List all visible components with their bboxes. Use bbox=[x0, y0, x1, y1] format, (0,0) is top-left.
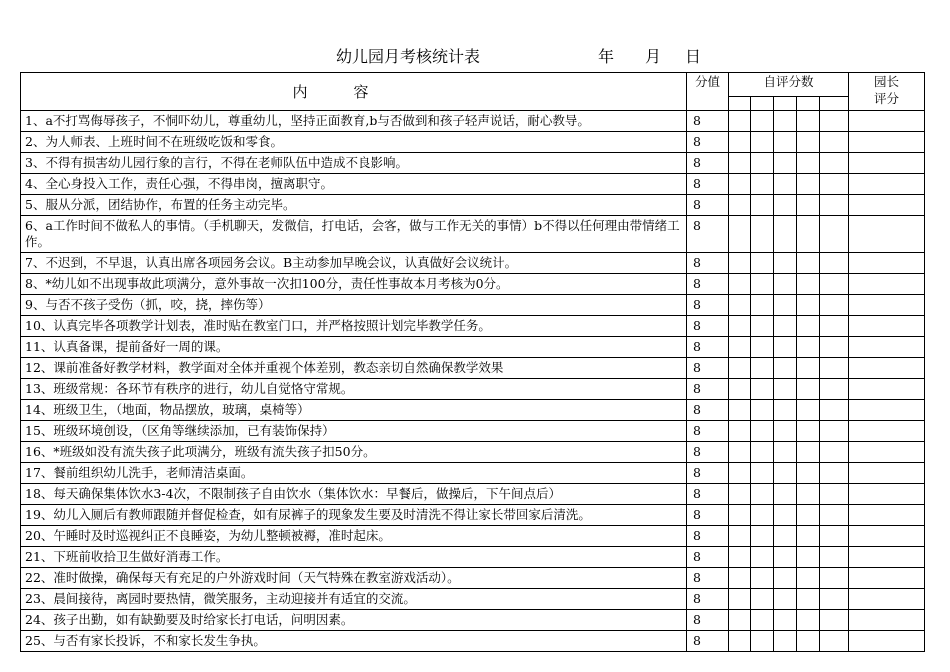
self-score-cell[interactable] bbox=[729, 153, 751, 174]
self-score-cell[interactable] bbox=[774, 547, 797, 568]
self-score-cell[interactable] bbox=[797, 484, 820, 505]
self-score-cell[interactable] bbox=[797, 610, 820, 631]
self-score-cell[interactable] bbox=[774, 295, 797, 316]
self-score-cell[interactable] bbox=[751, 295, 774, 316]
self-score-cell[interactable] bbox=[729, 379, 751, 400]
row-score: 8 bbox=[687, 379, 729, 400]
row-score: 8 bbox=[687, 111, 729, 132]
row-score: 8 bbox=[687, 526, 729, 547]
self-score-cell[interactable] bbox=[729, 442, 751, 463]
self-score-cell[interactable] bbox=[751, 421, 774, 442]
self-score-cell[interactable] bbox=[820, 316, 849, 337]
row-content: 17、餐前组织幼儿洗手，老师清洁桌面。 bbox=[21, 463, 687, 484]
self-score-cell[interactable] bbox=[774, 153, 797, 174]
self-score-cell[interactable] bbox=[751, 568, 774, 589]
self-score-cell[interactable] bbox=[797, 400, 820, 421]
self-score-cell[interactable] bbox=[751, 316, 774, 337]
self-score-cell[interactable] bbox=[774, 316, 797, 337]
self-score-cell[interactable] bbox=[751, 174, 774, 195]
self-score-cell[interactable] bbox=[797, 421, 820, 442]
principal-score-cell[interactable] bbox=[849, 421, 925, 442]
table-body bbox=[21, 111, 925, 652]
principal-score-cell[interactable] bbox=[849, 610, 925, 631]
self-score-cell[interactable] bbox=[729, 547, 751, 568]
row-score: 8 bbox=[687, 610, 729, 631]
table-row bbox=[21, 568, 925, 589]
self-score-cell[interactable] bbox=[751, 274, 774, 295]
self-score-cell[interactable] bbox=[751, 253, 774, 274]
self-score-cell[interactable] bbox=[729, 337, 751, 358]
self-score-cell[interactable] bbox=[820, 589, 849, 610]
self-score-cell[interactable] bbox=[820, 253, 849, 274]
self-score-subcell bbox=[797, 96, 820, 110]
principal-score-cell[interactable] bbox=[849, 442, 925, 463]
self-score-cell[interactable] bbox=[751, 153, 774, 174]
self-score-cell[interactable] bbox=[774, 132, 797, 153]
self-score-cell[interactable] bbox=[797, 174, 820, 195]
self-score-cell[interactable] bbox=[797, 316, 820, 337]
row-content: 1、a不打骂侮辱孩子，不恫吓幼儿，尊重幼儿，坚持正面教育,b与否做到和孩子轻声说话，耐心教导。 bbox=[21, 111, 687, 132]
row-score: 8 bbox=[687, 589, 729, 610]
row-content: 13、班级常规：各环节有秩序的进行，幼儿自觉恪守常规。 bbox=[21, 379, 687, 400]
year-label: 年 bbox=[598, 47, 615, 66]
principal-score-cell[interactable] bbox=[849, 400, 925, 421]
self-score-cell[interactable] bbox=[797, 216, 820, 253]
self-score-cell[interactable] bbox=[774, 568, 797, 589]
self-score-cell[interactable] bbox=[774, 400, 797, 421]
self-score-cell[interactable] bbox=[751, 111, 774, 132]
self-score-cell[interactable] bbox=[751, 379, 774, 400]
header-self-score: 自评分数 bbox=[729, 73, 849, 97]
document-title: 幼儿园月考核统计表 bbox=[336, 47, 481, 66]
principal-score-cell[interactable] bbox=[849, 132, 925, 153]
row-content: 25、与否有家长投诉，不和家长发生争执。 bbox=[21, 631, 687, 652]
self-score-cell[interactable] bbox=[797, 253, 820, 274]
table-row bbox=[21, 216, 925, 253]
self-score-cell[interactable] bbox=[820, 358, 849, 379]
self-score-cell[interactable] bbox=[774, 505, 797, 526]
self-score-cell[interactable] bbox=[729, 195, 751, 216]
row-content: 19、幼儿入厕后有教师跟随并督促检查，如有尿裤子的现象发生要及时清洗不得让家长带回家后清洗。 bbox=[21, 505, 687, 526]
row-score: 8 bbox=[687, 631, 729, 652]
self-score-cell[interactable] bbox=[751, 442, 774, 463]
self-score-cell[interactable] bbox=[797, 568, 820, 589]
self-score-cell[interactable] bbox=[797, 547, 820, 568]
row-content: 12、课前准备好教学材料，教学面对全体并重视个体差别，教态亲切自然确保教学效果 bbox=[21, 358, 687, 379]
self-score-cell[interactable] bbox=[774, 442, 797, 463]
self-score-cell[interactable] bbox=[729, 111, 751, 132]
self-score-cell[interactable] bbox=[820, 421, 849, 442]
self-score-cell[interactable] bbox=[729, 253, 751, 274]
self-score-cell[interactable] bbox=[797, 358, 820, 379]
principal-score-cell[interactable] bbox=[849, 505, 925, 526]
table-row bbox=[21, 379, 925, 400]
row-content: 2、为人师表、上班时间不在班级吃饭和零食。 bbox=[21, 132, 687, 153]
self-score-cell[interactable] bbox=[774, 174, 797, 195]
self-score-cell[interactable] bbox=[729, 526, 751, 547]
table-row bbox=[21, 358, 925, 379]
self-score-cell[interactable] bbox=[751, 337, 774, 358]
self-score-cell[interactable] bbox=[820, 132, 849, 153]
self-score-cell[interactable] bbox=[820, 442, 849, 463]
table-row bbox=[21, 295, 925, 316]
principal-score-cell[interactable] bbox=[849, 379, 925, 400]
row-content: 7、不迟到，不早退，认真出席各项园务会议。B主动参加早晚会议，认真做好会议统计。 bbox=[21, 253, 687, 274]
self-score-cell[interactable] bbox=[820, 216, 849, 253]
self-score-cell[interactable] bbox=[797, 442, 820, 463]
row-content: 10、认真完毕各项教学计划表，准时贴在教室门口，并严格按照计划完毕教学任务。 bbox=[21, 316, 687, 337]
table-row bbox=[21, 132, 925, 153]
self-score-cell[interactable] bbox=[751, 589, 774, 610]
self-score-cell[interactable] bbox=[820, 547, 849, 568]
self-score-cell[interactable] bbox=[729, 484, 751, 505]
self-score-cell[interactable] bbox=[751, 195, 774, 216]
self-score-cell[interactable] bbox=[774, 337, 797, 358]
self-score-cell[interactable] bbox=[751, 463, 774, 484]
row-score: 8 bbox=[687, 253, 729, 274]
row-score: 8 bbox=[687, 400, 729, 421]
table-row bbox=[21, 547, 925, 568]
self-score-cell[interactable] bbox=[797, 195, 820, 216]
table-row bbox=[21, 631, 925, 652]
row-content: 20、午睡时及时巡视纠正不良睡姿，为幼儿整顿被褥，准时起床。 bbox=[21, 526, 687, 547]
self-score-cell[interactable] bbox=[751, 631, 774, 652]
table-row bbox=[21, 400, 925, 421]
row-content: 21、下班前收拾卫生做好消毒工作。 bbox=[21, 547, 687, 568]
row-content: 9、与否不孩子受伤（抓，咬，挠，摔伤等） bbox=[21, 295, 687, 316]
self-score-cell[interactable] bbox=[729, 589, 751, 610]
table-row bbox=[21, 195, 925, 216]
row-content: 23、晨间接待，离园时要热情，微笑服务，主动迎接并有适宜的交流。 bbox=[21, 589, 687, 610]
self-score-cell[interactable] bbox=[751, 132, 774, 153]
self-score-cell[interactable] bbox=[797, 379, 820, 400]
self-score-cell[interactable] bbox=[774, 216, 797, 253]
table-row bbox=[21, 111, 925, 132]
row-score: 8 bbox=[687, 316, 729, 337]
principal-score-cell[interactable] bbox=[849, 589, 925, 610]
row-content: 11、认真备课，提前备好一周的课。 bbox=[21, 337, 687, 358]
self-score-cell[interactable] bbox=[820, 568, 849, 589]
row-content: 16、*班级如没有流失孩子此项满分，班级有流失孩子扣50分。 bbox=[21, 442, 687, 463]
row-content: 14、班级卫生，（地面，物品摆放，玻璃，桌椅等） bbox=[21, 400, 687, 421]
self-score-cell[interactable] bbox=[729, 174, 751, 195]
self-score-cell[interactable] bbox=[774, 274, 797, 295]
header-score: 分值 bbox=[687, 73, 729, 111]
principal-score-cell[interactable] bbox=[849, 153, 925, 174]
self-score-cell[interactable] bbox=[751, 505, 774, 526]
self-score-cell[interactable] bbox=[774, 421, 797, 442]
self-score-cell[interactable] bbox=[797, 526, 820, 547]
self-score-cell[interactable] bbox=[820, 505, 849, 526]
table-row bbox=[21, 174, 925, 195]
self-score-cell[interactable] bbox=[774, 253, 797, 274]
day-label: 日 bbox=[685, 47, 702, 66]
self-score-cell[interactable] bbox=[797, 463, 820, 484]
self-score-cell[interactable] bbox=[820, 379, 849, 400]
row-content: 18、每天确保集体饮水3-4次，不限制孩子自由饮水（集体饮水：早餐后，做操后，下午间点后） bbox=[21, 484, 687, 505]
self-score-cell[interactable] bbox=[820, 174, 849, 195]
table-row bbox=[21, 505, 925, 526]
principal-score-cell[interactable] bbox=[849, 295, 925, 316]
self-score-cell[interactable] bbox=[774, 610, 797, 631]
principal-score-cell[interactable] bbox=[849, 337, 925, 358]
self-score-cell[interactable] bbox=[729, 132, 751, 153]
self-score-cell[interactable] bbox=[797, 111, 820, 132]
self-score-cell[interactable] bbox=[820, 111, 849, 132]
principal-score-cell[interactable] bbox=[849, 358, 925, 379]
self-score-cell[interactable] bbox=[797, 274, 820, 295]
self-score-cell[interactable] bbox=[729, 505, 751, 526]
self-score-cell[interactable] bbox=[774, 526, 797, 547]
principal-score-cell[interactable] bbox=[849, 274, 925, 295]
self-score-cell[interactable] bbox=[774, 379, 797, 400]
self-score-cell[interactable] bbox=[774, 484, 797, 505]
principal-score-cell[interactable] bbox=[849, 631, 925, 652]
self-score-cell[interactable] bbox=[729, 295, 751, 316]
self-score-cell[interactable] bbox=[751, 216, 774, 253]
self-score-cell[interactable] bbox=[751, 358, 774, 379]
self-score-cell[interactable] bbox=[774, 463, 797, 484]
self-score-cell[interactable] bbox=[751, 400, 774, 421]
principal-score-cell[interactable] bbox=[849, 195, 925, 216]
row-score: 8 bbox=[687, 132, 729, 153]
row-score: 8 bbox=[687, 463, 729, 484]
self-score-cell[interactable] bbox=[729, 316, 751, 337]
table-row bbox=[21, 337, 925, 358]
row-content: 24、孩子出勤，如有缺勤要及时给家长打电话，问明因素。 bbox=[21, 610, 687, 631]
row-score: 8 bbox=[687, 421, 729, 442]
table-row bbox=[21, 463, 925, 484]
table-row bbox=[21, 316, 925, 337]
row-score: 8 bbox=[687, 174, 729, 195]
table-row bbox=[21, 421, 925, 442]
row-content: 15、班级环境创设，（区角等继续添加，已有装饰保持） bbox=[21, 421, 687, 442]
self-score-cell[interactable] bbox=[729, 358, 751, 379]
table-row bbox=[21, 610, 925, 631]
header-content: 内容 bbox=[21, 73, 687, 111]
self-score-cell[interactable] bbox=[820, 274, 849, 295]
row-score: 8 bbox=[687, 295, 729, 316]
table-row bbox=[21, 589, 925, 610]
self-score-cell[interactable] bbox=[751, 610, 774, 631]
principal-score-cell[interactable] bbox=[849, 526, 925, 547]
self-score-cell[interactable] bbox=[729, 400, 751, 421]
self-score-subcell bbox=[820, 96, 849, 110]
self-score-cell[interactable] bbox=[820, 631, 849, 652]
self-score-cell[interactable] bbox=[797, 295, 820, 316]
self-score-cell[interactable] bbox=[729, 631, 751, 652]
self-score-cell[interactable] bbox=[820, 484, 849, 505]
self-score-cell[interactable] bbox=[820, 195, 849, 216]
self-score-cell[interactable] bbox=[729, 421, 751, 442]
self-score-cell[interactable] bbox=[820, 400, 849, 421]
self-score-cell[interactable] bbox=[820, 337, 849, 358]
self-score-subcell bbox=[729, 96, 751, 110]
self-score-cell[interactable] bbox=[751, 547, 774, 568]
row-score: 8 bbox=[687, 337, 729, 358]
table-row bbox=[21, 253, 925, 274]
self-score-subcell bbox=[774, 96, 797, 110]
row-content: 3、不得有损害幼儿园行象的言行，不得在老师队伍中造成不良影响。 bbox=[21, 153, 687, 174]
table-row bbox=[21, 526, 925, 547]
self-score-cell[interactable] bbox=[797, 589, 820, 610]
principal-score-cell[interactable] bbox=[849, 316, 925, 337]
self-score-cell[interactable] bbox=[820, 295, 849, 316]
row-content: 4、全心身投入工作，责任心强，不得串岗，擅离职守。 bbox=[21, 174, 687, 195]
self-score-cell[interactable] bbox=[820, 463, 849, 484]
self-score-cell[interactable] bbox=[820, 153, 849, 174]
principal-score-cell[interactable] bbox=[849, 547, 925, 568]
self-score-cell[interactable] bbox=[797, 631, 820, 652]
row-score: 8 bbox=[687, 274, 729, 295]
header-principal-score: 园长评分 bbox=[849, 73, 925, 111]
month-label: 月 bbox=[645, 47, 662, 66]
row-score: 8 bbox=[687, 547, 729, 568]
row-score: 8 bbox=[687, 484, 729, 505]
self-score-cell[interactable] bbox=[774, 631, 797, 652]
self-score-cell[interactable] bbox=[729, 463, 751, 484]
row-score: 8 bbox=[687, 153, 729, 174]
self-score-cell[interactable] bbox=[751, 526, 774, 547]
table-row bbox=[21, 153, 925, 174]
self-score-cell[interactable] bbox=[797, 132, 820, 153]
row-score: 8 bbox=[687, 216, 729, 253]
self-score-cell[interactable] bbox=[729, 610, 751, 631]
self-score-cell[interactable] bbox=[774, 195, 797, 216]
principal-score-cell[interactable] bbox=[849, 253, 925, 274]
row-score: 8 bbox=[687, 505, 729, 526]
principal-score-cell[interactable] bbox=[849, 484, 925, 505]
row-score: 8 bbox=[687, 358, 729, 379]
table-row bbox=[21, 442, 925, 463]
principal-score-cell[interactable] bbox=[849, 111, 925, 132]
row-content: 5、服从分派，团结协作，布置的任务主动完毕。 bbox=[21, 195, 687, 216]
row-score: 8 bbox=[687, 568, 729, 589]
row-score: 8 bbox=[687, 442, 729, 463]
self-score-cell[interactable] bbox=[820, 610, 849, 631]
self-score-cell[interactable] bbox=[774, 589, 797, 610]
self-score-subcell bbox=[751, 96, 774, 110]
principal-score-cell[interactable] bbox=[849, 463, 925, 484]
self-score-cell[interactable] bbox=[751, 484, 774, 505]
principal-score-cell[interactable] bbox=[849, 216, 925, 253]
self-score-cell[interactable] bbox=[774, 111, 797, 132]
row-content: 22、准时做操，确保每天有充足的户外游戏时间（天气特殊在教室游戏活动）。 bbox=[21, 568, 687, 589]
principal-score-cell[interactable] bbox=[849, 568, 925, 589]
row-score: 8 bbox=[687, 195, 729, 216]
self-score-cell[interactable] bbox=[729, 274, 751, 295]
self-score-cell[interactable] bbox=[797, 153, 820, 174]
self-score-cell[interactable] bbox=[797, 337, 820, 358]
row-content: 6、a工作时间不做私人的事情。（手机聊天，发微信，打电话，会客，做与工作无关的事情）b不得以任何理由带情绪工作。 bbox=[21, 216, 687, 253]
self-score-cell[interactable] bbox=[797, 505, 820, 526]
table-row bbox=[21, 484, 925, 505]
row-content: 8、*幼儿如不出现事故此项满分，意外事故一次扣100分，责任性事故本月考核为0分。 bbox=[21, 274, 687, 295]
evaluation-table bbox=[20, 72, 925, 652]
document-header bbox=[0, 44, 950, 68]
self-score-cell[interactable] bbox=[729, 568, 751, 589]
self-score-cell[interactable] bbox=[729, 216, 751, 253]
table-row bbox=[21, 274, 925, 295]
self-score-cell[interactable] bbox=[774, 358, 797, 379]
principal-score-cell[interactable] bbox=[849, 174, 925, 195]
self-score-cell[interactable] bbox=[820, 526, 849, 547]
